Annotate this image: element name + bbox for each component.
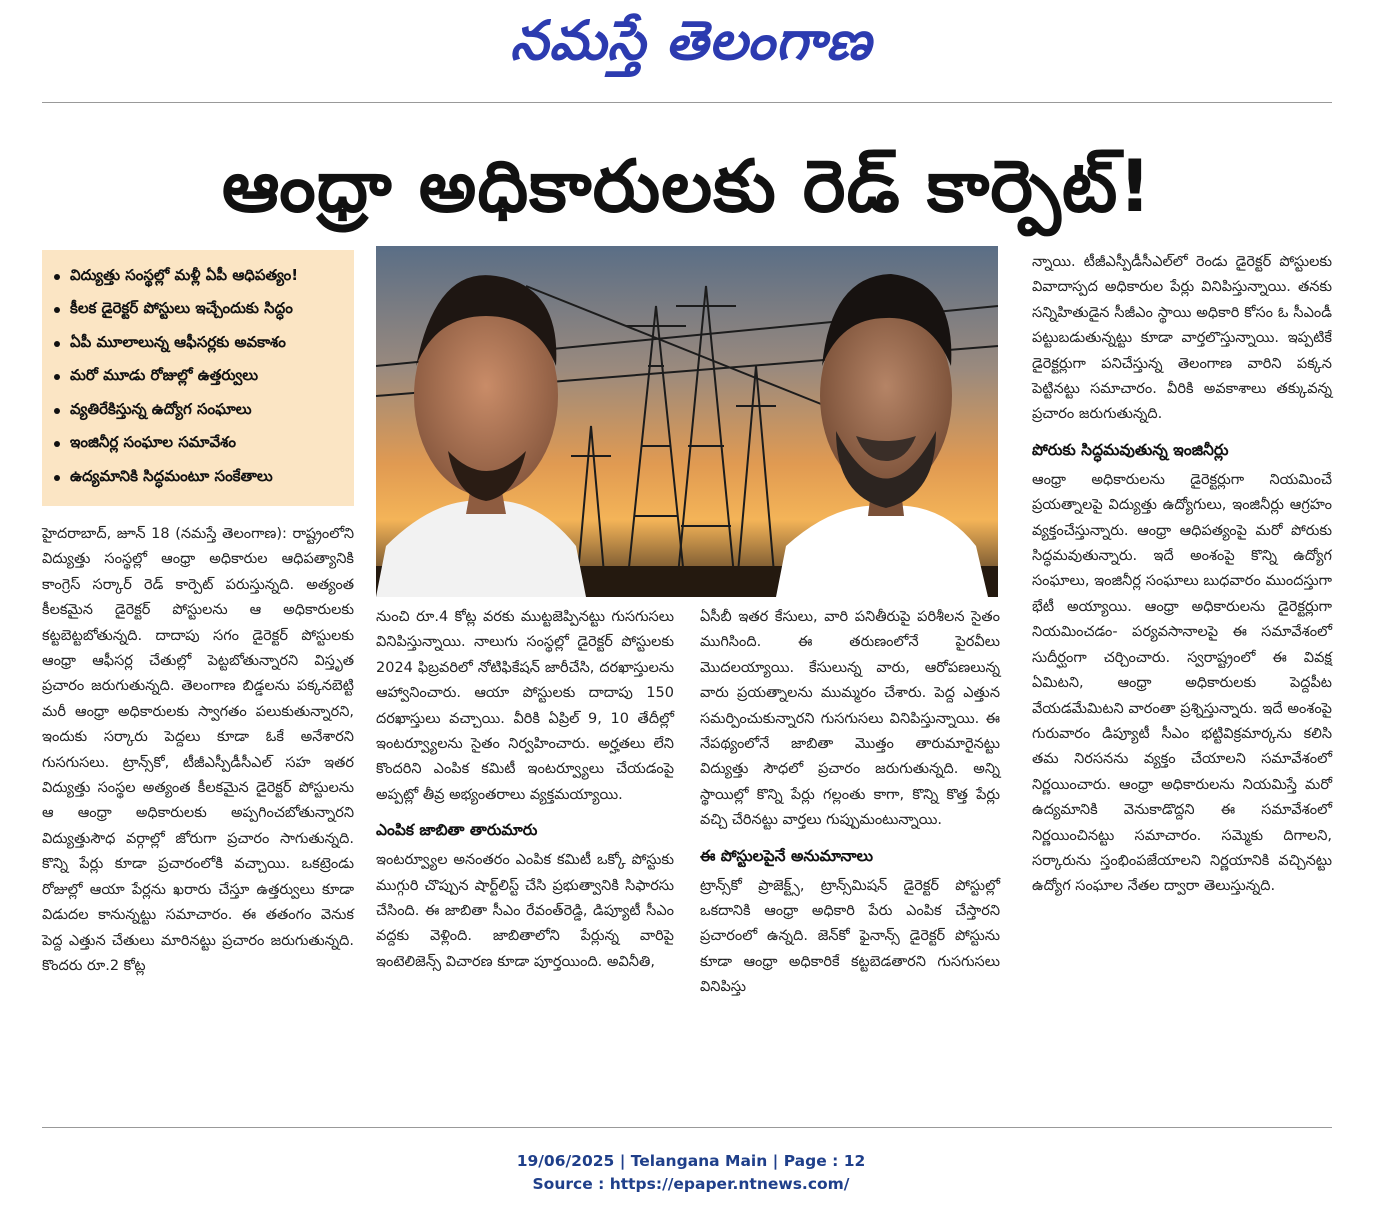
paragraph: ఆంధ్రా అధికారులను డైరెక్టర్లుగా నియమించే ప్రయత్నాలపై విద్యుత్తు ఉద్యోగులు, ఇంజినీర్లు ఆగ్రహం వ్యక్తంచేస్తున్నారు. ఆంధ్రా ఆధిపత్యంపై మరో పోరుకు సిద్ధమవుతున్నారు. ఇదే అంశంపై కొన్ని ఉద్యోగ సంఘాలు, ఇంజినీర్ల సంఘాలు బుధవారం ముందస్తుగా భేటీ అయ్యాయి. ఆంధ్రా అధికారులను డైరెక్టర్లుగా నియమించడం- పర్యవసానాలపై ఈ సమావేశంలో సుదీర్ఘంగా చర్చించారు. స్వరాష్ట్రంలో ఈ వివక్ష ఏమిటని, ఆంధ్రా అధికారులకు పెద్దపీట వేయడమేమిటని వారంతా ప్రశ్నిస్తున్నారు. ఇదే అంశంపై గురువారం డిప్యూటీ సీఎం భట్టివిక్రమార్కను కలిసి తమ నిరసనను వ్యక్తం చేయాలని సమావేశంలో నిర్ణయించారు. ఆంధ్రా అధికారులను నియమిస్తే మరో ఉద్యమానికి వెనుకాడొద్దని ఈ సమావేశంలో నిర్ణయించినట్టు సమాచారం. సమ్మెకు దిగాలని, సర్కారును స్తంభింపజేయాలని నిర్ణయానికి వచ్చినట్టు ఉద్యోగ సంఘాల నేతల ద్వారా తెలుస్తున్నది.: [1032, 471, 1332, 895]
bullet-icon: [54, 408, 60, 414]
source-link[interactable]: Source : https://epaper.ntnews.com/: [532, 1175, 850, 1193]
highlight-item: ఉద్యమానికి సిద్ధమంటూ సంకేతాలు: [54, 461, 346, 495]
power-grid-sunset-image: [376, 246, 998, 597]
subheading: ఎంపిక జాబితా తారుమారు: [376, 821, 538, 840]
highlight-item: వ్యతిరేకిస్తున్న ఉద్యోగ సంఘాలు: [54, 394, 346, 428]
paragraph: ఇంటర్వ్యూల అనంతరం ఎంపిక కమిటీ ఒక్కో పోస్టుకు ముగ్గురి చొప్పున షార్ట్‌లిస్ట్ చేసి ప్రభుత్వానికి సిఫారసు చేసింది. ఈ జాబితా సీఎం రేవంత్‌రెడ్డి, డిప్యూటీ సీఎం వద్దకు వెళ్లింది. జాబితాలోని పేర్లున్న వారిపై ఇంటెలిజెన్స్ విచారణ కూడా పూర్తయింది. అవినీతి,: [376, 852, 674, 970]
bullet-icon: [54, 341, 60, 347]
highlight-item: మరో మూడు రోజుల్లో ఉత్తర్వులు: [54, 361, 346, 395]
highlight-item: ఏపీ మూలాలున్న ఆఫీసర్లకు అవకాశం: [54, 327, 346, 361]
paragraph: న్నాయి. టీజీఎస్పీడీసీఎల్‌లో రెండు డైరెక్టర్ పోస్టులకు వివాదాస్పద అధికారుల పేర్లు వినిపిస్తున్నాయి. తనకు సన్నిహితుడైన సీజీఎం స్థాయి అధికారి కోసం ఓ సీఎండీ పట్టుబడుతున్నట్టు కూడా వార్తలొస్తున్నాయి. ఇప్పటికే డైరెక్టర్లుగా పనిచేస్తున్న తెలంగాణ వారిని పక్కన పెట్టినట్టు సమాచారం. వీరికి అవకాశాలు తక్కువన్న ప్రచారం జరుగుతున్నది.: [1032, 254, 1332, 423]
article-column-2: [376, 605, 674, 975]
bullet-icon: [54, 441, 60, 447]
article-column-1: [42, 522, 354, 979]
bullet-icon: [54, 374, 60, 380]
edition-info: 19/06/2025 | Telangana Main | Page : 12: [516, 1152, 866, 1170]
paragraph: నుంచి రూ.4 కోట్ల వరకు ముట్టజెప్పినట్టు గుసగుసలు వినిపిస్తున్నాయి. నాలుగు సంస్థల్లో డైరెక్టర్ పోస్టులకు 2024 ఫిబ్రవరిలో నోటిఫికేషన్ జారీచేసి, దరఖాస్తులను ఆహ్వానించారు. ఆయా పోస్టులకు దాదాపు 150 దరఖాస్తులు వచ్చాయి. వీరికి ఏప్రిల్ 9, 10 తేదీల్లో ఇంటర్వ్యూలను సైతం నిర్వహించారు. అర్హతలు లేని కొందరిని ఎంపిక కమిటీ ఇంటర్వ్యూలు చేయడంపై అప్పట్లో తీవ్ర అభ్యంతరాలు వ్యక్తమయ్యాయి.: [376, 609, 674, 803]
bullet-icon: [54, 274, 60, 280]
paragraph: ఏసీబీ ఇతర కేసులు, వారి పనితీరుపై పరిశీలన సైతం ముగిసింది. ఈ తరుణంలోనే పైరవీలు మొదలయ్యాయి. కేసులున్న వారు, ఆరోపణలున్న వారు ప్రయత్నాలను ముమ్మరం చేశారు. పెద్ద ఎత్తున సమర్పించుకున్నారని గుసగుసలు వినిపిస్తున్నాయి. ఈ నేపథ్యంలోనే జాబితా మొత్తం తారుమారైనట్టు విద్యుత్తు సౌధలో ప్రచారం జరుగుతున్నది. అన్ని స్థాయిల్లో కొన్ని పేర్లు గల్లంతు కాగా, కొన్ని కొత్త పేర్లు వచ్చి చేరినట్టు వార్తలు గుప్పుమంటున్నాయి.: [700, 609, 1000, 829]
paragraph: హైదరాబాద్, జూన్ 18 (నమస్తే తెలంగాణ): రాష్ట్రంలోని విద్యుత్తు సంస్థల్లో ఆంధ్రా అధికారుల ఆధిపత్యానికి కాంగ్రెస్ సర్కార్ రెడ్ కార్పెట్ పరుస్తున్నది. అత్యంత కీలకమైన డైరెక్టర్ పోస్టులను ఆ అధికారులకు కట్టబెట్టబోతున్నది. దాదాపు సగం డైరెక్టర్ పోస్టులకు ఆంధ్రా ఆఫీసర్ల చేతుల్లో పెట్టబోతున్నారని విస్తృత ప్రచారం జరుగుతున్నది. తెలంగాణ బిడ్డలను పక్కనబెట్టి మరీ ఆంధ్రా అధికారులకు స్వాగతం పలుకుతున్నారని, ఇందుకు సర్కారు పెద్దలు కూడా ఓకే అనేశారని గుసగుసలు. ట్రాన్స్‌కో, టీజీఎస్పీడీసీఎల్ సహ ఇతర విద్యుత్తు సంస్థల అత్యంత కీలకమైన డైరెక్టర్ పోస్టులను ఆ ఆంధ్రా అధికారులకు అప్పగించబోతున్నారని విద్యుత్తుసౌధ వర్గాల్లో జోరుగా ప్రచారం సాగుతున్నది. కొన్ని పేర్లు కూడా ప్రచారంలోకి వచ్చాయి. ఒకట్రెండు రోజుల్లో ఆయా పేర్లను ఖరారు చేస్తూ ఉత్తర్వులు కూడా విడుదల కానున్నట్టు సమాచారం. ఈ తతంగం వెనుక పెద్ద ఎత్తున చేతులు మారినట్టు ప్రచారం జరుగుతున్నది. కొందరు రూ.2 కోట్ల: [42, 526, 354, 974]
subheading: ఈ పోస్టులపైనే అనుమానాలు: [700, 846, 873, 865]
footer: [0, 1150, 1382, 1196]
bullet-icon: [54, 307, 60, 313]
headline: ఆంధ్రా అధికారులకు రెడ్ కార్పెట్!: [221, 144, 1153, 228]
paragraph: ట్రాన్స్‌కో ప్రాజెక్ట్స్, ట్రాన్స్‌మిషన్ డైరెక్టర్ పోస్టుల్లో ఒకదానికి ఆంధ్రా అధికారి పేరు ఎంపిక చేస్తారని ప్రచారంలో ఉన్నది. జెన్‌కో ఫైనాన్స్ డైరెక్టర్ పోస్టును కూడా ఆంధ్రా అధికారికే కట్టబెడతారని గుసగుసలు వినిపిస్తు: [700, 877, 1000, 996]
subheading: పోరుకు సిద్ధమవుతున్న ఇంజినీర్లు: [1032, 440, 1229, 459]
bullet-icon: [54, 475, 60, 481]
highlight-item: విద్యుత్తు సంస్థల్లో మళ్లీ ఏపీ ఆధిపత్యం!: [54, 260, 346, 294]
article-column-3: [700, 605, 1000, 1001]
top-divider: [42, 102, 1332, 103]
masthead: [0, 8, 1382, 86]
bottom-divider: [42, 1127, 1332, 1128]
highlights-box: [42, 250, 354, 506]
highlight-item: కీలక డైరెక్టర్ పోస్టులు ఇచ్చేందుకు సిద్ధం: [54, 294, 346, 328]
newspaper-logo: నమస్తే తెలంగాణ: [510, 8, 872, 72]
article-photo: [376, 246, 998, 597]
article-column-4: [1032, 250, 1332, 900]
highlight-item: ఇంజినీర్ల సంఘాల సమావేశం: [54, 428, 346, 462]
